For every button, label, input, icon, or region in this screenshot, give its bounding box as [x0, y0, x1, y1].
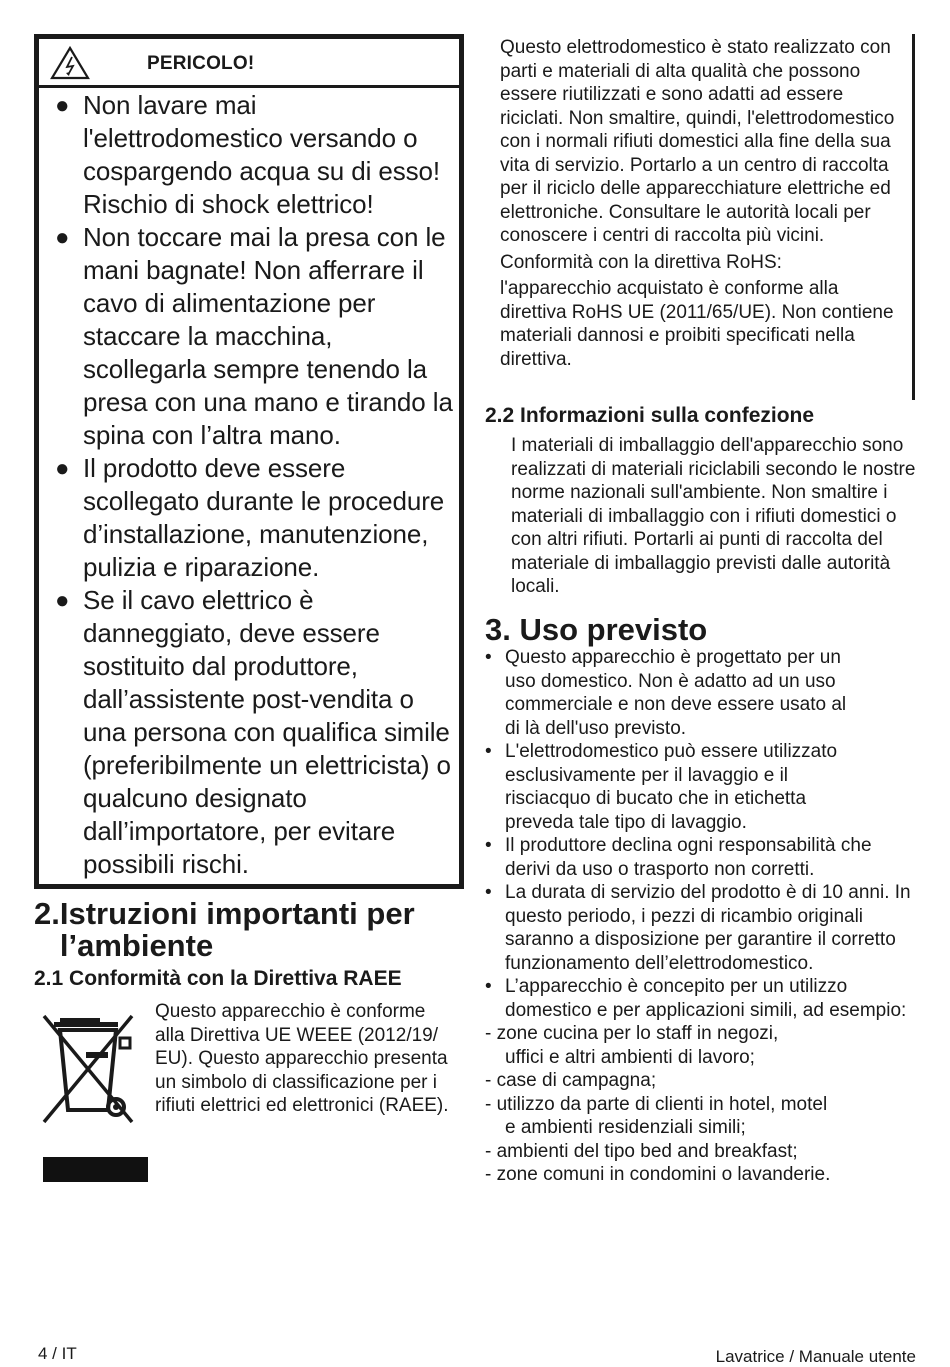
- list-item: • La durata di servizio del prodotto è di 10 anni. In questo periodo, i pezzi di ricambio originali saranno a disposizione per garantire il corretto funzionamento dell’elettrodomestico.: [485, 882, 911, 974]
- bullet-icon: ●: [55, 455, 70, 482]
- bullet-icon: •: [485, 741, 492, 762]
- danger-item: ● Non lavare mai l'elettrodomestico versando o cospargendo acqua su di esso! Rischio di shock elettrico!: [55, 90, 441, 219]
- bullet-icon: •: [485, 835, 492, 856]
- black-bar: [43, 1157, 148, 1182]
- bullet-icon: ●: [55, 224, 70, 251]
- list-item: e ambienti residenziali simili;: [505, 1117, 746, 1138]
- list-item: - ambienti del tipo bed and breakfast;: [485, 1140, 798, 1162]
- packaging-text: I materiali di imballaggio dell'apparecchio sono realizzati di materiali riciclabili secondo le nostre norme nazionali sull'ambiente. Non smaltire i materiali di imballaggio con i rifiuti domestici o con altri rifiuti. Portarli ai punti di raccolta del materiale di imballaggio previsti dalle autorità locali.: [511, 435, 916, 597]
- list-item: - utilizzo da parte di clienti in hotel, motel: [485, 1093, 828, 1115]
- list-item: • L'elettrodomestico può essere utilizzato esclusivamente per il lavaggio e il risciacquo di bucato che in etichetta preveda tale tipo di lavaggio.: [485, 741, 838, 833]
- list-item: • Il produttore declina ogni responsabilità che derivi da uso o trasporto non corretti.: [485, 835, 872, 880]
- section-2-title: 2.Istruzioni importanti per l’ambiente: [34, 896, 415, 963]
- danger-item: ● Il prodotto deve essere scollegato durante le procedure d’installazione, manutenzione, pulizia e riparazione.: [55, 453, 445, 582]
- weee-text: Questo apparecchio è conforme alla Direttiva UE WEEE (2012/19/ EU). Questo apparecchio presenta un simbolo di classificazione per i rifiuti elettrici ed elettronici (RAEE).: [155, 1001, 449, 1116]
- list-item: - case di campagna;: [485, 1070, 657, 1091]
- bullet-icon: ●: [55, 587, 70, 614]
- change-bar: [912, 34, 915, 400]
- weee-bin-icon: [40, 1010, 140, 1132]
- list-item: • L’apparecchio è concepito per un utilizzo domestico e per applicazioni simili, ad esempio:: [485, 976, 907, 1021]
- bullet-icon: •: [485, 882, 492, 903]
- list-item: • Questo apparecchio è progettato per un uso domestico. Non è adatto ad un uso commerciale e non deve essere usato al di là dell'uso previsto.: [485, 647, 847, 739]
- bullet-icon: •: [485, 976, 492, 997]
- list-item: - zone comuni in condomini o lavanderie.: [485, 1164, 831, 1185]
- danger-item: ● Se il cavo elettrico è danneggiato, deve essere sostituito dal produttore, dall’assistente post-vendita o una persona con qualifica simile (preferibilmente un elettricista) o qualcuno designato dall’importatore, per evitare possibili rischi.: [55, 585, 451, 879]
- page-number: 4 / IT: [38, 1344, 77, 1363]
- bullet-icon: •: [485, 647, 492, 668]
- danger-list: [39, 89, 459, 881]
- section-2-1-title: 2.1 Conformità con la Direttiva RAEE: [34, 967, 402, 990]
- danger-title: PERICOLO!: [147, 53, 255, 74]
- electric-hazard-icon: [50, 46, 90, 80]
- list-item: - zone cucina per lo staff in negozi,: [485, 1023, 779, 1044]
- danger-item: ● Non toccare mai la presa con le mani bagnate! Non afferrare il cavo di alimentazione per staccare la macchina, scollegarla sempre tenendo la presa con una mano e tirando la spina con l’altra mano.: [55, 222, 453, 450]
- manual-title: Lavatrice / Manuale utente: [715, 1347, 916, 1366]
- intended-use-list: [485, 646, 917, 1022]
- examples-list: [485, 1022, 905, 1187]
- bullet-icon: ●: [55, 92, 70, 119]
- recycling-paragraph: Questo elettrodomestico è stato realizzato con parti e materiali di alta qualità che possono essere riutilizzati e sono adatti ad essere riciclati. Non smaltire, quindi, l'elettrodomestico con i normali rifiuti domestici alla fine della sua vita di servizio. Portarlo a un centro di raccolta per il riciclo delle apparecchiature elettriche ed elettroniche. Consultare le autorità locali per conoscere i centri di raccolta più vicini. Conformità con la direttiva RoHS: l'apparecchio acquistato è conforme alla direttiva RoHS UE (2011/65/UE). Non contiene materiali dannosi e proibiti specificati nella direttiva.: [500, 37, 895, 370]
- danger-box: [34, 34, 464, 889]
- list-item: uffici e altri ambienti di lavoro;: [505, 1046, 755, 1068]
- section-3-title: 3. Uso previsto: [485, 612, 708, 647]
- danger-header: [39, 39, 459, 88]
- section-2-2-title: 2.2 Informazioni sulla confezione: [485, 404, 815, 427]
